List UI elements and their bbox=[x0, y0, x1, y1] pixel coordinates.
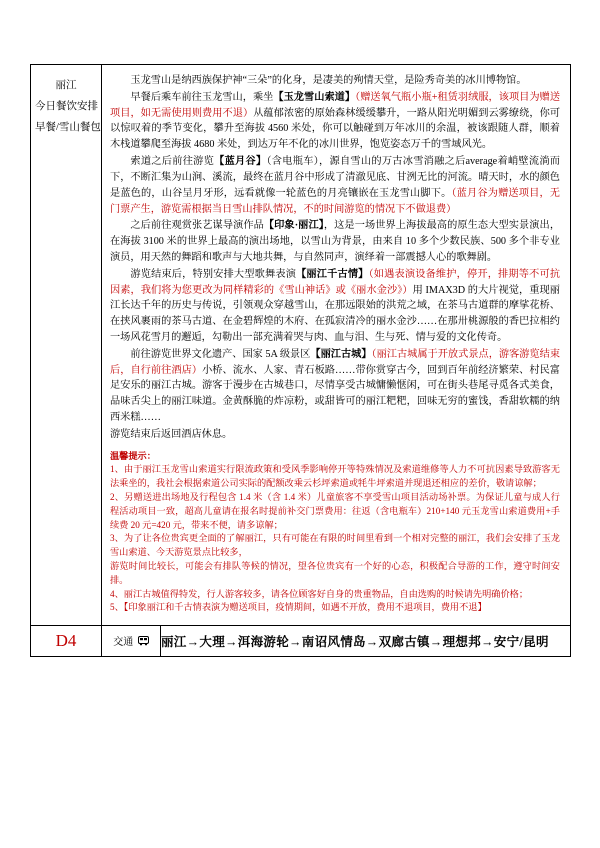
transport-cell bbox=[102, 626, 161, 656]
text-run: 之后前往观赏张艺谋导演作品 bbox=[130, 220, 264, 232]
paragraph-4 bbox=[110, 218, 560, 265]
route-cell bbox=[102, 626, 571, 657]
notice-item: 1、由于丽江玉龙雪山索道实行限流政策和受风季影响停开等特殊情况及索道维修等人力不可抗因素导致游客无法乘坐的，我社会根据索道公司实际的配额改乘云杉坪索道或牦牛坪索道并现退还相应的差价，敬请谅解； bbox=[110, 464, 560, 489]
text-run: （含电瓶车） bbox=[266, 156, 320, 168]
attraction-name: 【蓝月谷】 bbox=[214, 156, 267, 168]
meal-arrangement-label: 今日餐饮安排 bbox=[35, 101, 98, 112]
route-text: 丽江→大理→洱海游轮→南诏风情岛→双廊古镇→理想邦→安宁/昆明 bbox=[161, 635, 549, 650]
attraction-name: 【印象·丽江】 bbox=[263, 220, 324, 232]
notice-item: 5、【印象丽江和千古情表演为赠送项目，疫情期间，如遇不开放，费用不退项目，费用不退】 bbox=[110, 602, 487, 613]
paragraph-5 bbox=[110, 267, 560, 346]
notice-item: 3、为了让各位贵宾更全面的了解丽江，只有可能在有限的时间里看到一个相对完整的丽江，我们会安排了玉龙雪山索道、今天游览景点比较多， bbox=[110, 533, 560, 558]
route-text-cell bbox=[161, 626, 571, 656]
text-run: 玉龙雪山是纳西族保护神“三朵”的化身，是凄美的殉情天堂，是险秀奇美的冰川博物馆。 bbox=[130, 75, 527, 86]
attraction-name: 【丽江千古情】 bbox=[296, 268, 369, 280]
text-run: 用 IMAX3D 的大片视觉，重现丽江长达千年的历史与传说，引领观众穿越雪山，在那远限始的洪荒之域，在茶马古道群的摩挲花桥、在挟风裹雨的茶马古道、在金碧辉煌的木府、在孤寂清冷的丽水金沙……在那卅桃源般的香巴拉相约一场风花雪月的邂逅，勾勒出一部充满着哭与肉、血与泪、生与死、情与爱的文化传奇。 bbox=[110, 284, 560, 343]
text-run: 早餐后乘车前往玉龙雪山，乘坐 bbox=[130, 91, 274, 103]
text-run: 小桥、流水、人家、青石板路……带你赏穿古今，回到百年前经济繁荣、村民富足安乐的丽江古城。游客于漫步在古城巷口，尽情享受古城慵懒惬闲，可在街头巷尾寻觅各式美食，品味舌尖上的丽江味道。金黄酥脆的炸凉粉，或甜皆可的丽江粑粑，回味无穷的蜜饯，香甜软糯的纳西米糕…… bbox=[110, 364, 560, 424]
itinerary-content-cell bbox=[102, 65, 571, 626]
notice-block bbox=[110, 450, 560, 616]
paragraph-2 bbox=[110, 90, 560, 153]
attraction-name: 【丽江古城】 bbox=[310, 348, 372, 360]
text-run: ，源自雪山的万古冰雪消融之后average着峭壁流淌而下，不断汇集为山涧、溪流，最终在蓝月谷中形成了清澈见底、甘洌无比的河流。晴天时，水的颜色是蓝色的，山谷呈月牙形，远看就像一轮蓝色的月亮镶嵌在玉龙雪山脚下。 bbox=[110, 156, 560, 199]
text-run: 前往游览世界文化遗产、国家 5A 级景区 bbox=[130, 348, 311, 360]
note-run: （如遇表演设备维护，停开，排期等不可抗因素，我们将为您更改为同样精彩的《雪山神话》或《丽水金沙》） bbox=[110, 268, 561, 296]
transport-label: 交通 bbox=[113, 637, 134, 649]
paragraph-6 bbox=[110, 347, 560, 426]
day-summary-row bbox=[31, 626, 571, 657]
day-meta bbox=[31, 65, 101, 148]
meal-detail-label: 早餐/雪山餐包 bbox=[35, 122, 101, 133]
itinerary-table bbox=[30, 64, 571, 657]
itinerary-content bbox=[102, 65, 570, 625]
city-label: 丽江 bbox=[55, 80, 77, 91]
note-run: （赠送氧气瓶小瓶+租赁羽绒服，该项目为赠送项目，如无需使用则费用不退） bbox=[110, 91, 561, 119]
text-run: 索道之后前往游览 bbox=[130, 156, 215, 168]
notice-item: 2、另赠送进出场地及行程包含 1.4 米（含 1.4 米）儿童旅客不享受雪山项目活动场补票。为保证儿童与成人行程活动项目一致，超高儿童请在报名时提前补交门票费用：往返（含电瓶车）210+140 元玉龙雪山索道费用+手续费 20 元=420 元，带来不便，请多谅解； bbox=[110, 492, 560, 530]
note-run: （蓝月谷为赠送项目，无门票产生，游览需根据当日雪山排队情况，不的时间游览的情况下不做退费） bbox=[110, 187, 560, 215]
route-inner-row bbox=[102, 626, 570, 656]
paragraph-7 bbox=[110, 427, 560, 443]
note-run: （丽江古城属于开放式景点，游客游览结束后，自行前往酒店） bbox=[110, 348, 561, 376]
notice-title: 温馨提示： bbox=[110, 450, 156, 461]
day-meta-cell bbox=[31, 65, 102, 626]
day-number-cell bbox=[31, 626, 102, 657]
notice-item: 游览时间比较长，可能会有排队等候的情况，望各位贵宾有一个好的心态，积极配合导游的工作，遵守时间安排。 bbox=[110, 561, 560, 585]
text-run: ，这是一场世界上海拔最高的原生态大型实景演出，在海拔 3100 米的世界上最高的演出场地，以雪山为背景，由来自 10 多个少数民族、500 多个非专业演员，用天然的舞蹈和歌声与大地共舞，与自然同声，演绎着一部震撼人心的歌舞剧。 bbox=[110, 220, 561, 263]
text-run: 游览结束后返回酒店休息。 bbox=[110, 428, 233, 440]
paragraph-3 bbox=[110, 154, 560, 217]
bus-icon bbox=[138, 636, 149, 649]
day-number: D4 bbox=[55, 631, 77, 651]
itinerary-row bbox=[31, 65, 571, 626]
text-run: 从蕴郁浓密的原始森林缓缓攀升，一路从阳光明媚到云雾缭绕，你可以惊叹着的季节变化，攀升至海拔 4560 米处，你可以触碰到万年冰川的余温，被该跟随人群，顺着木栈道攀爬至海拔 4680 米处，到达万年不化的冰川世界，饱览姿态万千的雪域风光。 bbox=[110, 107, 561, 151]
notice-item: 4、丽江古城值得特发，行人游客较多，请各位顾客好自身的贵重物品，自由选购的时候请先明确价格； bbox=[110, 588, 529, 599]
attraction-name: 【玉龙雪山索道】 bbox=[273, 91, 356, 103]
text-run: 游览结束后，特别安排大型歌舞表演 bbox=[130, 268, 297, 280]
route-inner-table bbox=[102, 626, 570, 656]
paragraph-1 bbox=[110, 73, 560, 89]
